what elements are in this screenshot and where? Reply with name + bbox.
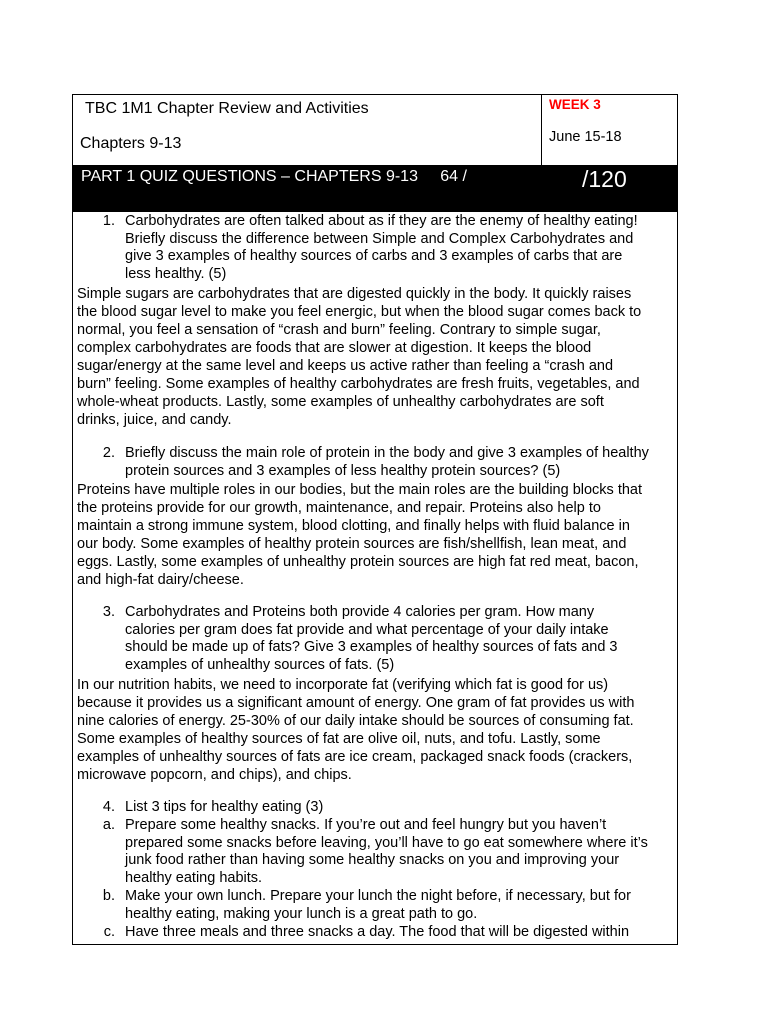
question-line: Briefly discuss the difference between Simple and Complex Carbohydrates and — [125, 230, 634, 247]
answer-line: examples of unhealthy sources of fats are ice cream, packaged snack foods (crackers, — [77, 749, 633, 765]
answer-line: Simple sugars are carbohydrates that are digested quickly in the body. It quickly raises — [77, 286, 632, 302]
question-line: should be made up of fats? Give 3 examples of healthy sources of fats and 3 — [125, 639, 618, 656]
answer-line: the proteins provide for our growth, maintenance, and repair. Proteins also help to — [77, 500, 601, 516]
question-number: 4. — [102, 799, 115, 815]
week-label: WEEK 3 — [549, 97, 601, 112]
question-line: calories per gram does fat provide and what percentage of your daily intake — [125, 621, 609, 638]
answer-line: because it provides us a significant amount of energy. One gram of fat provides us with — [77, 695, 635, 711]
header-column-divider — [541, 95, 542, 165]
tip-line: healthy eating, making your lunch is a great path to go. — [125, 905, 478, 922]
answer-line: and high-fat dairy/cheese. — [77, 572, 244, 588]
date-range: June 15-18 — [549, 129, 622, 145]
answer-line: microwave popcorn, and chips), and chips. — [77, 767, 352, 783]
answer-line: nine calories of energy. 25-30% of our daily intake should be sources of consuming fat. — [77, 713, 634, 729]
tip-letter: b. — [102, 888, 115, 904]
answer-line: drinks, juice, and candy. — [77, 412, 232, 428]
answer-line: maintain a strong immune system, blood clotting, and finally helps with fluid balance in — [77, 518, 630, 534]
questions-box — [72, 212, 678, 945]
tip-text — [125, 924, 675, 942]
question-text — [125, 445, 675, 480]
tip-line: Prepare some healthy snacks. If you’re out and feel hungry but you haven’t — [125, 817, 607, 833]
answer-line: eggs. Lastly, some examples of unhealthy protein sources are high fat red meat, bacon, — [77, 554, 639, 570]
chapters-label: Chapters 9-13 — [80, 135, 182, 152]
tip-text — [125, 888, 675, 923]
score-total: /120 — [582, 166, 627, 192]
tip-line: junk food rather than having some healthy snacks on you and improving your — [125, 852, 620, 869]
answer-1 — [77, 285, 675, 429]
answer-line: Some examples of healthy sources of fat are olive oil, nuts, and tofu. Lastly, some — [77, 731, 601, 747]
header-table — [72, 94, 678, 212]
tip-letter: a. — [102, 817, 115, 833]
question-line: Carbohydrates are often talked about as if they are the enemy of healthy eating! — [125, 213, 638, 229]
answer-line: whole-wheat products. Lastly, some examples of unhealthy carbohydrates are soft — [77, 394, 604, 410]
tip-line: prepared some snacks before leaving, you’ll have to go eat somewhere where it’s — [125, 834, 648, 851]
answer-line: complex carbohydrates are foods that are slower at digestion. It keeps the blood — [77, 340, 592, 356]
tip-line: healthy eating habits. — [125, 869, 263, 886]
answer-line: sugar/energy at the same level and keeps us active rather than feeling a “crash and — [77, 358, 614, 374]
question-line: List 3 tips for healthy eating (3) — [125, 799, 324, 815]
question-line: examples of unhealthy sources of fats. (5) — [125, 656, 395, 673]
answer-line: normal, you feel a sensation of “crash and burn” feeling. Contrary to simple sugar, — [77, 322, 601, 338]
tip-line: Have three meals and three snacks a day. The food that will be digested within — [125, 924, 630, 940]
question-number: 2. — [102, 445, 115, 461]
question-line: protein sources and 3 examples of less healthy protein sources? (5) — [125, 462, 561, 479]
tip-line: Make your own lunch. Prepare your lunch the night before, if necessary, but for — [125, 888, 631, 904]
answer-line: In our nutrition habits, we need to incorporate fat (verifying which fat is good for us) — [77, 677, 609, 693]
question-line: Briefly discuss the main role of protein in the body and give 3 examples of healthy — [125, 445, 649, 461]
answer-line: Proteins have multiple roles in our bodies, but the main roles are the building blocks that — [77, 482, 643, 498]
answer-line: our body. Some examples of healthy protein sources are fish/shellfish, lean meat, and — [77, 536, 627, 552]
question-text — [125, 799, 675, 817]
question-text — [125, 213, 675, 283]
question-line: give 3 examples of healthy sources of carbs and 3 examples of carbs that are — [125, 248, 623, 265]
answer-line: burn” feeling. Some examples of healthy carbohydrates are fresh fruits, vegetables, and — [77, 376, 640, 392]
answer-2 — [77, 481, 675, 589]
tip-text — [125, 817, 675, 887]
document-title: TBC 1M1 Chapter Review and Activities — [85, 100, 369, 117]
answer-3 — [77, 676, 675, 784]
answer-line: the blood sugar level to make you feel energic, but when the blood sugar comes back to — [77, 304, 642, 320]
tip-letter: c. — [103, 924, 115, 940]
question-number: 1. — [102, 213, 115, 229]
question-line: less healthy. (5) — [125, 265, 227, 282]
question-text — [125, 604, 675, 674]
question-number: 3. — [102, 604, 115, 620]
question-line: Carbohydrates and Proteins both provide 4 calories per gram. How many — [125, 604, 595, 620]
part-title: PART 1 QUIZ QUESTIONS – CHAPTERS 9-13 64 / — [81, 168, 467, 185]
quiz-header-bar — [73, 165, 677, 211]
